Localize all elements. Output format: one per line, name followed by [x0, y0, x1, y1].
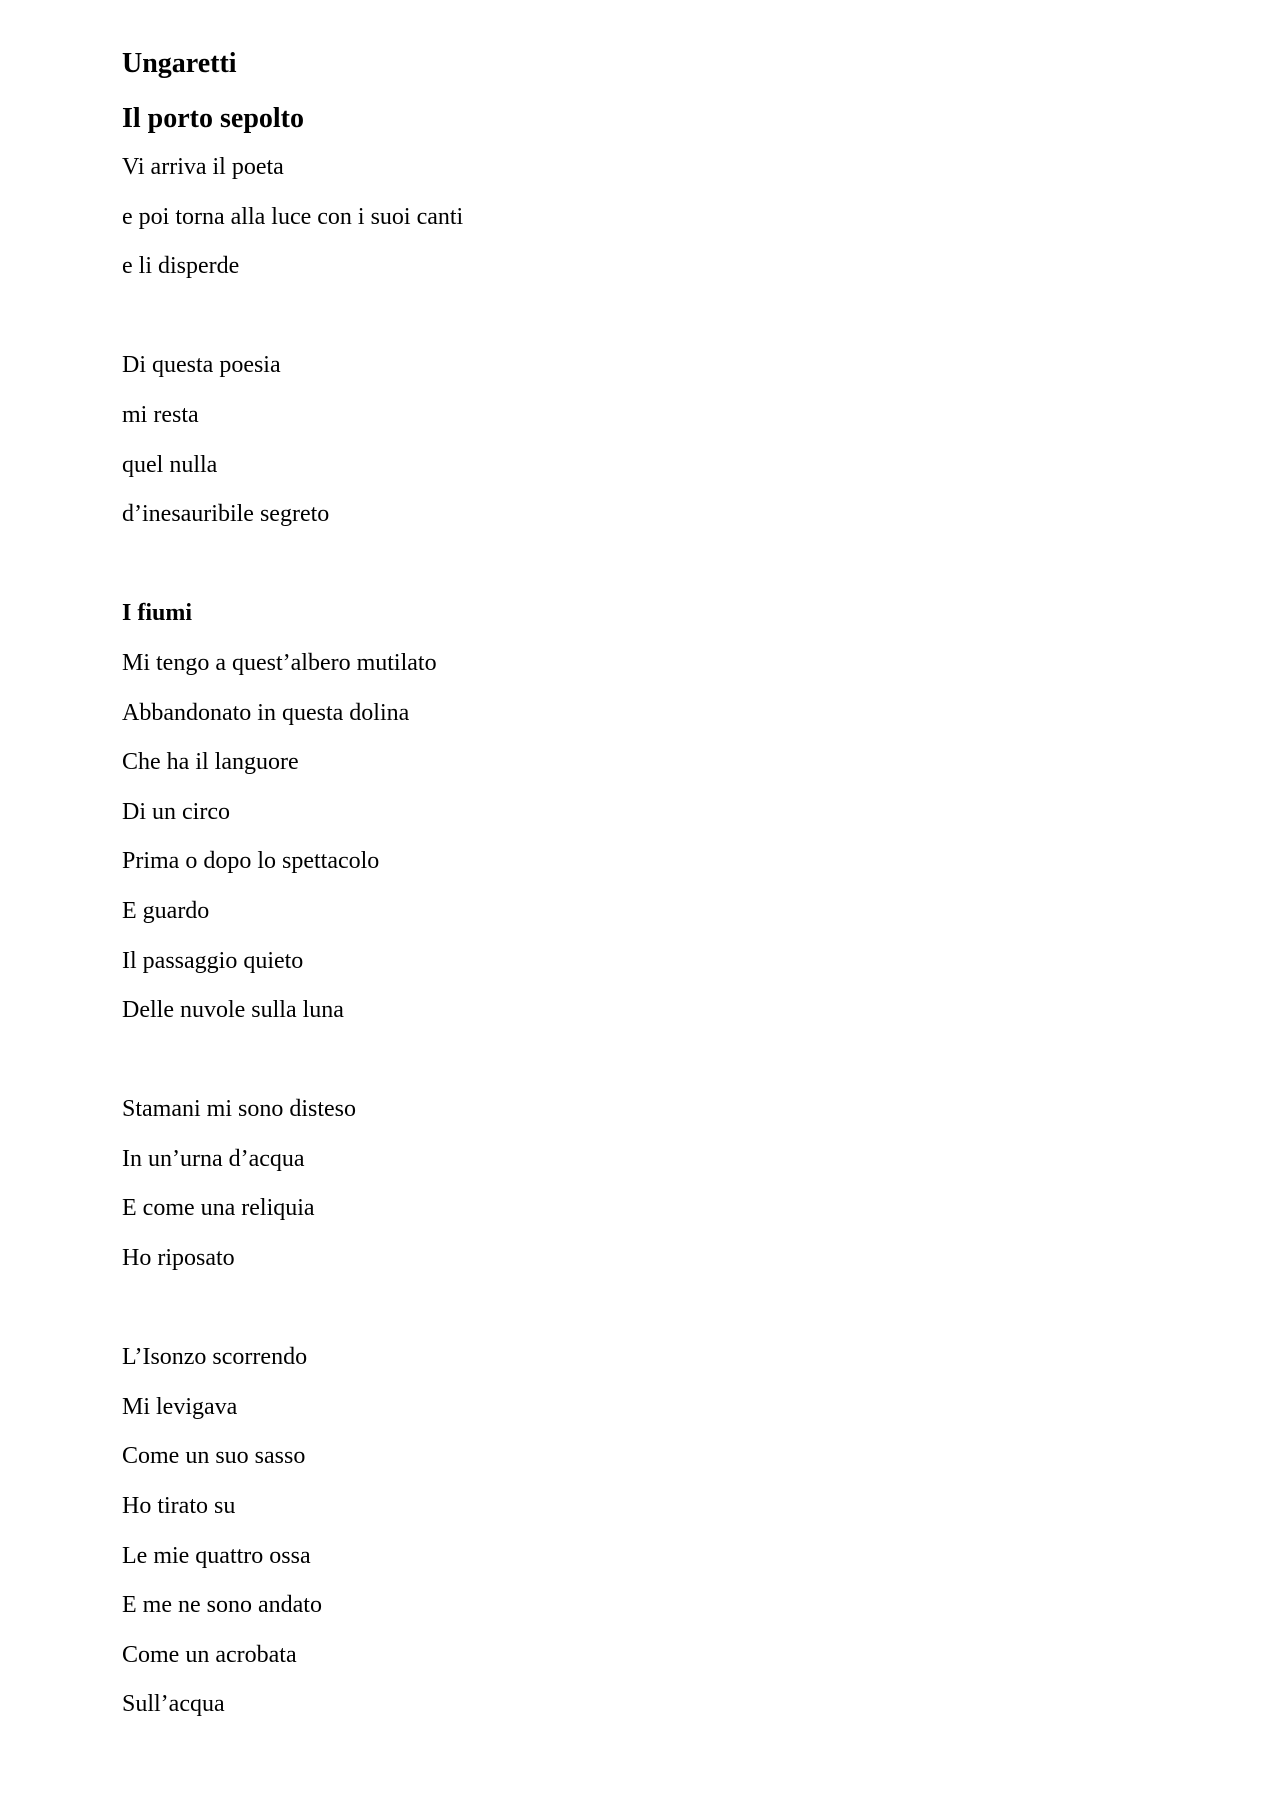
verse-line: E come una reliquia [122, 1195, 315, 1222]
stanza-break [122, 1036, 1122, 1086]
stanza [122, 143, 1122, 292]
verse-line: Mi levigava [122, 1393, 238, 1420]
verse-line: e poi torna alla luce con i suoi canti [122, 203, 464, 230]
verse-line: Come un acrobata [122, 1641, 297, 1668]
verse-line: e li disperde [122, 253, 240, 280]
verse-line: Delle nuvole sulla luna [122, 997, 344, 1024]
verse-line: In un’urna d’acqua [122, 1145, 305, 1172]
verse-line: Ho tirato su [122, 1493, 236, 1520]
stanza-break [122, 292, 1122, 342]
verse-line: L’Isonzo scorrendo [122, 1344, 308, 1371]
stanza [122, 639, 1122, 1036]
verse-line: Sull’acqua [122, 1691, 225, 1718]
verse-line: Come un suo sasso [122, 1443, 306, 1470]
verse-line: E guardo [122, 897, 210, 924]
verse-line: Mi tengo a quest’albero mutilato [122, 649, 437, 676]
poem-title-porto-sepolto: Il porto sepolto [122, 103, 304, 134]
verse-line: Stamani mi sono disteso [122, 1096, 356, 1123]
author-heading: Ungaretti [122, 48, 237, 79]
verse-line: Prima o dopo lo spettacolo [122, 848, 380, 875]
stanza [122, 1333, 1122, 1730]
verse-line: d’inesauribile segreto [122, 501, 330, 528]
verse-line: Di questa poesia [122, 352, 281, 379]
verse-line: mi resta [122, 401, 199, 428]
poem-porto-sepolto [122, 143, 1122, 540]
poem-break [122, 540, 1122, 590]
verse-line: Le mie quattro ossa [122, 1542, 311, 1569]
text-body [122, 44, 1122, 1730]
verse-line: Che ha il languore [122, 749, 299, 776]
poem-i-fiumi [122, 639, 1122, 1730]
verse-line: Di un circo [122, 798, 230, 825]
verse-line: E me ne sono andato [122, 1592, 322, 1619]
stanza [122, 1085, 1122, 1283]
verse-line: quel nulla [122, 451, 218, 478]
stanza-break [122, 1284, 1122, 1334]
verse-line: Il passaggio quieto [122, 947, 304, 974]
verse-line: Ho riposato [122, 1245, 235, 1272]
poem-title-i-fiumi: I fiumi [122, 600, 193, 627]
verse-line: Vi arriva il poeta [122, 154, 284, 180]
verse-line: Abbandonato in questa dolina [122, 699, 410, 726]
stanza [122, 341, 1122, 539]
